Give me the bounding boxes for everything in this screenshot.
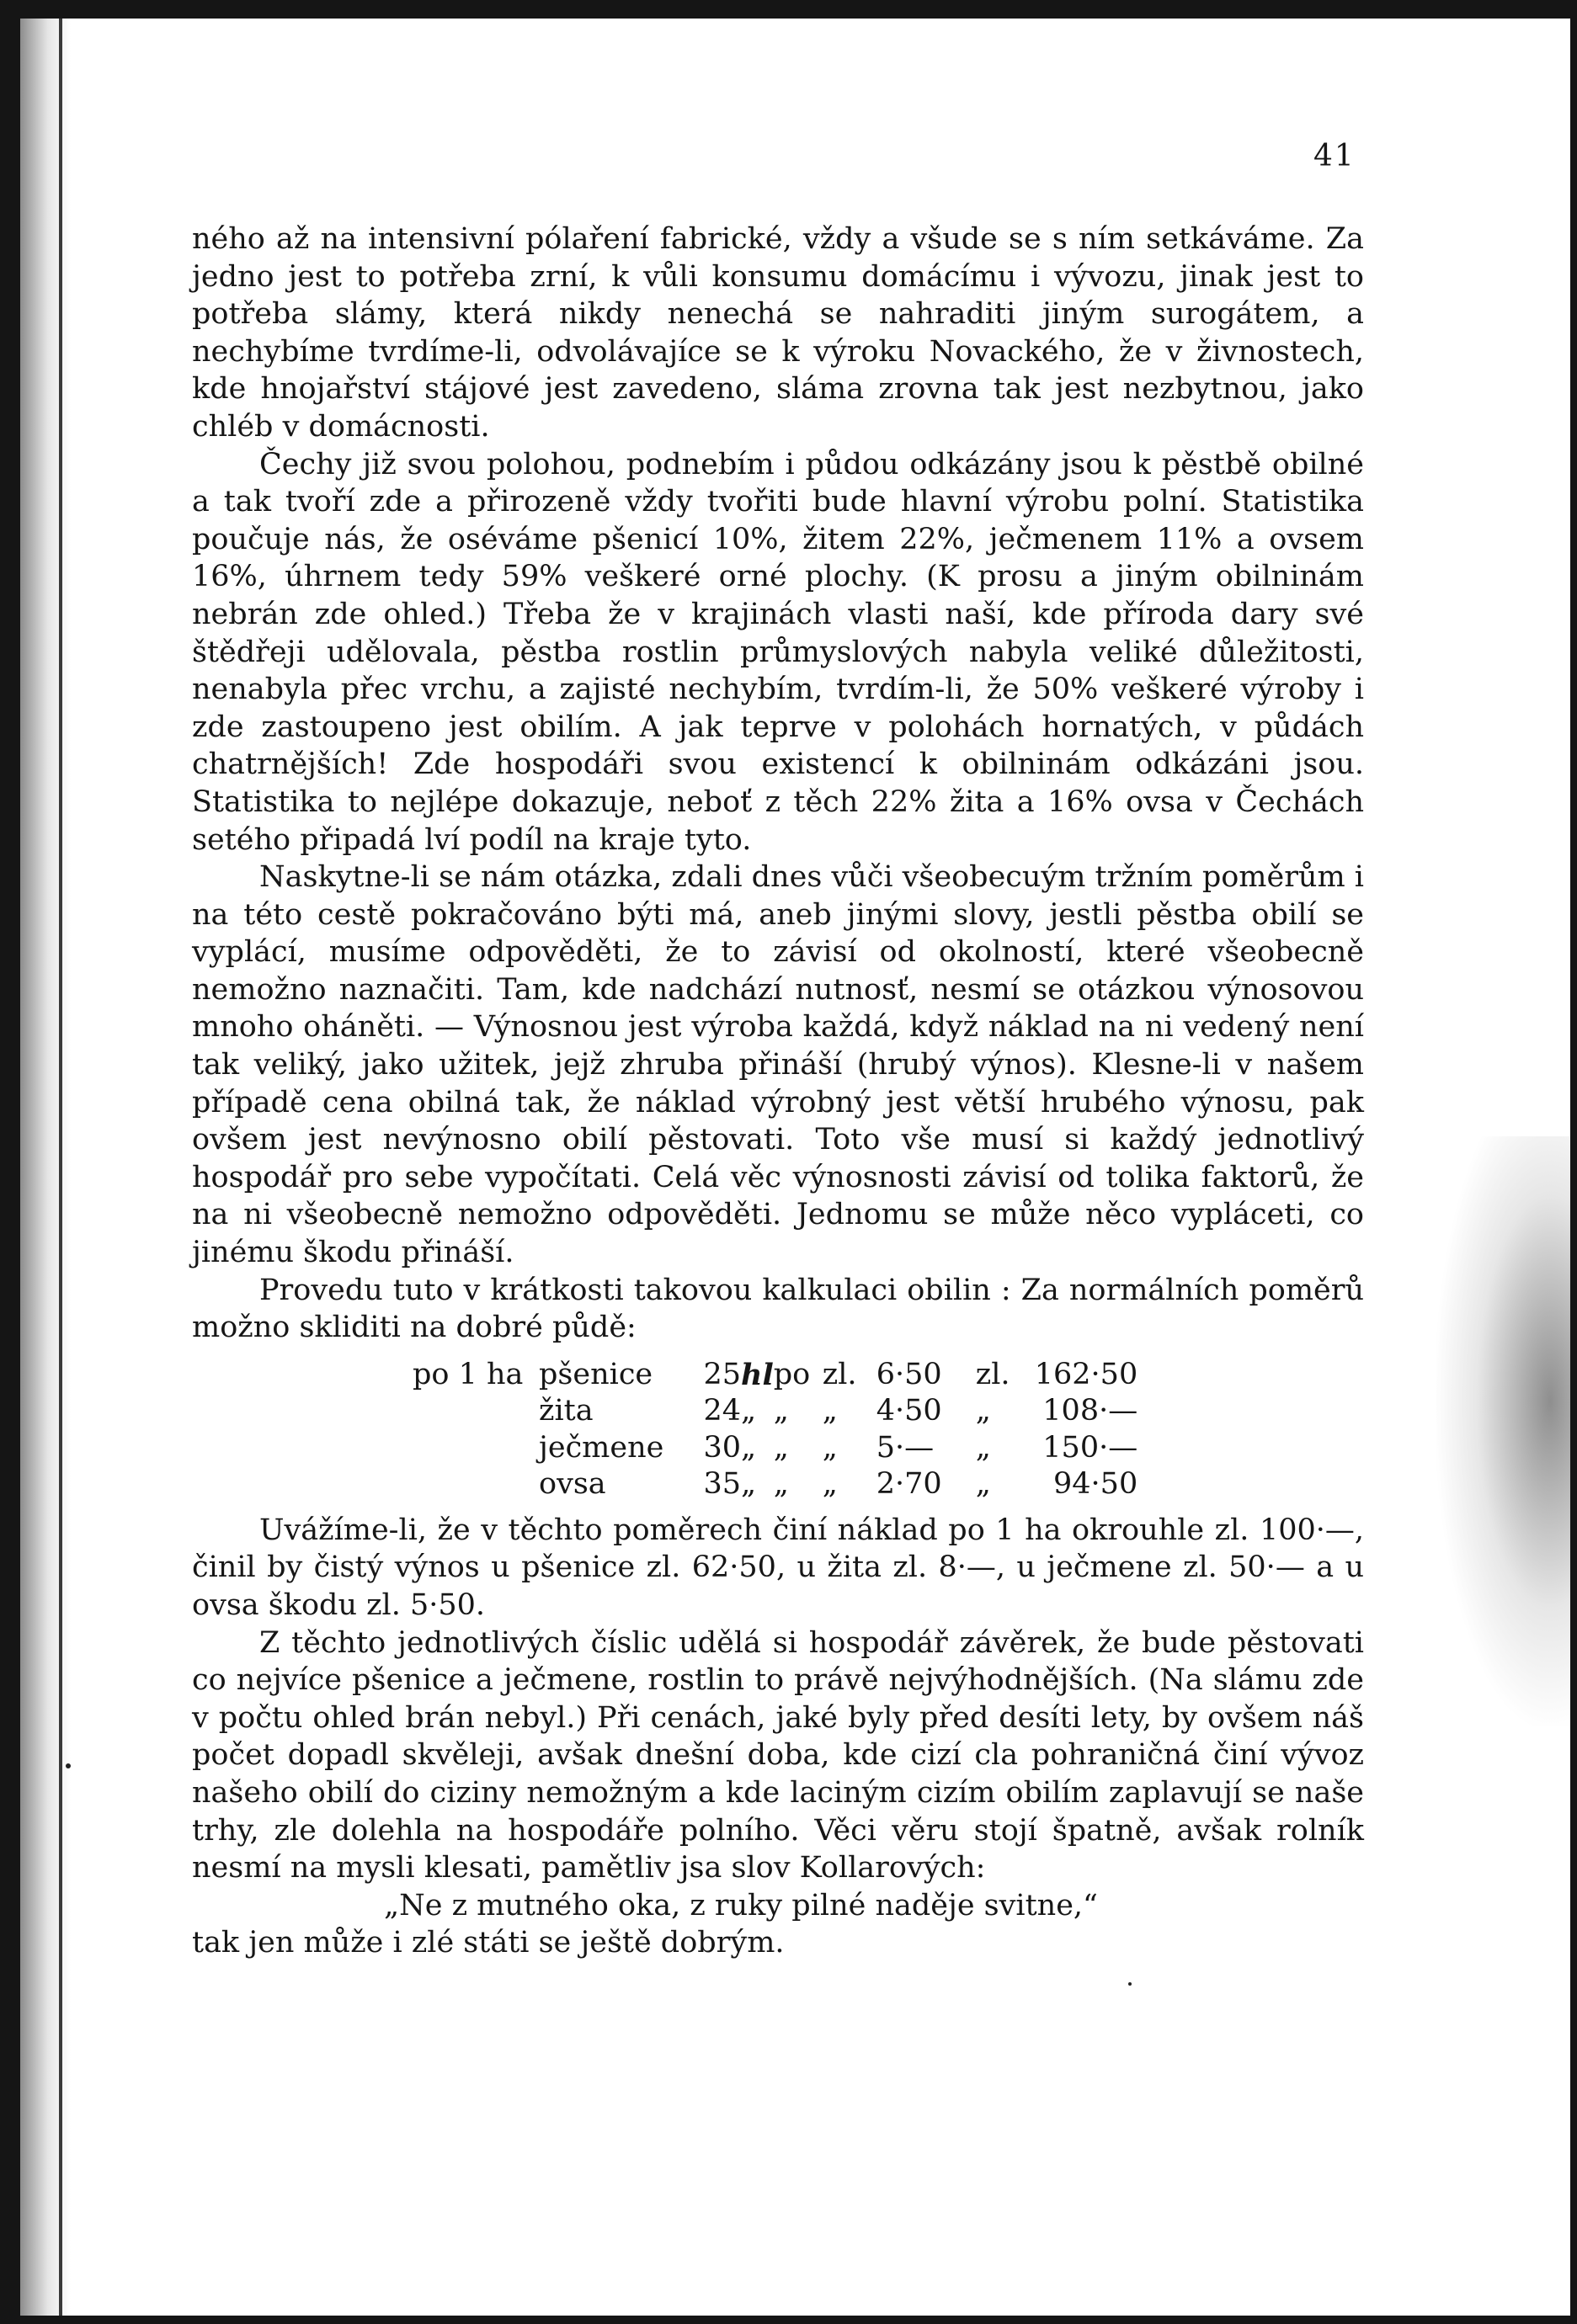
ink-bleed-stain [1436,1136,1570,1726]
row-total: 94·50 [1053,1467,1138,1502]
unit-price: 6·50 [876,1357,942,1391]
po-word: „ [773,1430,789,1465]
row-total: 162·50 [1034,1357,1138,1391]
amount-unit: hl [741,1357,774,1392]
amount-unit: „ [741,1430,757,1465]
crop-amount: 30 [703,1430,741,1465]
row-total: 150·— [1042,1430,1138,1465]
closing-line: tak jen může i zlé státi se ještě dobrým. [192,1926,785,1960]
currency-label-total: „ [975,1430,991,1465]
row-prefix [413,1393,539,1430]
table-row [413,1466,1137,1503]
currency-label-total: „ [975,1467,991,1502]
unit-price: 4·50 [876,1394,942,1428]
currency-label-total: zl. [975,1357,1010,1391]
row-prefix [413,1430,539,1467]
scan-gutter-line [59,19,62,2316]
amount-unit: „ [741,1394,757,1428]
ink-speck [1128,1982,1132,1986]
table-row [413,1357,1137,1394]
po-word: po [773,1357,811,1391]
paragraph-2: Čechy již svou polohou, podnebím i půdou odkázány jsou k pěstbě obilné a tak tvoří zde a přirozeně vždy tvořiti bude hlavní výrobu polní. Statistika poučuje nás, že oséváme pšenicí 10%, žitem 22%, ječmenem 11% a ovsem 16%, úhrnem tedy 59% veškeré orné plochy. (K prosu a jiným obilninám nebrán zde ohled.) Třeba že v krajinách vlasti naší, kde příroda dary své štědřeji udělovala, pěstba rostlin průmyslových nabyla veliké důležitosti, nenabyla přec vrchu, a zajisté nechybím, tvrdím-li, že 50% veškeré výroby i zde zastoupeno jest obilím. A jak teprve v polohách hornatých, v půdách chatrnějších! Zde hospodáři svou existencí k obilninám odkázáni jsou. Statistika to nejlépe dokazuje, neboť z těch 22% žita a 16% ovsa v Čechách setého připadá lví podíl na kraje tyto. [192,447,1364,857]
ink-speck [66,1763,71,1768]
paragraph-4: Provedu tuto v krátkosti takovou kalkulaci obilin : Za normálních poměrů možno skliditi na dobré půdě: [192,1273,1364,1345]
unit-price: 2·70 [876,1467,942,1502]
row-total: 108·— [1042,1394,1138,1428]
paragraph-3: Naskytne-li se nám otázka, zdali dnes vůči všeobecuým tržním poměrům i na této cestě pokračováno býti má, aneb jinými slovy, jestli pěstba obilí se vyplácí, musíme odpověděti, že to závisí od okolností, které všeobecně nemožno naznačiti. Tam, kde nadchází nutnosť, nesmí se otázkou výnosovou mnoho oháněti. — Výnosnou jest výroba každá, když náklad na ni vedený není tak veliký, jako užitek, jejž zhruba přináší (hrubý výnos). Klesne-li v našem případě cena obilná tak, že náklad výrobný jest větší hrubého výnosu, pak ovšem jest nevýnosno obilí pěstovati. Toto vše musí si každý jednotlivý hospodář pro sebe vypočítati. Celá věc výnosnosti závisí od tolika faktorů, že na ni všeobecně nemožno odpověděti. Jednomu se může něco vypláceti, co jinému škodu přináší. [192,860,1364,1270]
row-prefix: po 1 ha [413,1357,524,1391]
crop-amount: 25 [703,1357,741,1391]
currency-label-total: „ [975,1394,991,1428]
yield-table-wrapper [413,1357,1364,1503]
yield-table [413,1357,1137,1503]
table-row [413,1393,1137,1430]
paragraph-6: Z těchto jednotlivých číslic udělá si hospodář závěrek, že bude pěstovati co nejvíce pšenice a ječmene, rostlin to právě nejvýhodnějších. (Na slámu zde v počtu ohled brán nebyl.) Při cenách, jaké byly před desíti lety, by ovšem náš počet dopadl skvěleji, avšak dnešní doba, kde cizí cla pohraničná činí vývoz našeho obilí do ciziny nemožným a kde laciným cizím obilím zaplavují se naše trhy, zle dolehla na hospodáře polního. Věci věru stojí špatně, avšak rolník nesmí na mysli klesati, pamětliv jsa slov Kollarových: [192,1625,1364,1885]
po-word: „ [773,1394,789,1428]
currency-label: zl. [822,1357,857,1391]
crop-name: žita [539,1394,594,1428]
amount-unit: „ [741,1467,757,1502]
currency-label: „ [822,1394,838,1428]
unit-price: 5·— [876,1430,935,1465]
table-row [413,1430,1137,1467]
currency-label: „ [822,1430,838,1465]
crop-name: ječmene [539,1430,664,1465]
crop-name: pšenice [539,1357,653,1391]
paragraph-1: ného až na intensivní pólaření fabrické, vždy a všude se s ním setkáváme. Za jedno jest to potřeba zrní, k vůli konsumu domácímu i vývozu, jinak jest to potřeba slámy, která nikdy nenechá se nahraditi jiným surogátem, a nechybíme tvrdíme-li, odvolávajíce se k výroku Novackého, že v živnostech, kde hnojařství stájové jest zavedeno, sláma zrovna tak jest nezbytnou, jako chléb v domácnosti. [192,222,1364,444]
currency-label: „ [822,1467,838,1502]
kollar-quote: „Ne z mutného oka, z ruky pilné naděje svitne,“ [384,1888,1098,1922]
paragraph-5: Uvážíme-li, že v těchto poměrech činí náklad po 1 ha okrouhle zl. 100·—, činil by čistý výnos u pšenice zl. 62·50, u žita zl. 8·—, u ječmene zl. 50·— a u ovsa škodu zl. 5·50. [192,1513,1364,1622]
crop-name: ovsa [539,1467,606,1502]
po-word: „ [773,1467,789,1502]
scan-left-shadow [20,19,71,2316]
crop-amount: 35 [703,1467,741,1502]
page-body [192,221,1364,1962]
page-number: 41 [1313,139,1356,173]
row-prefix [413,1466,539,1503]
crop-amount: 24 [703,1394,741,1428]
